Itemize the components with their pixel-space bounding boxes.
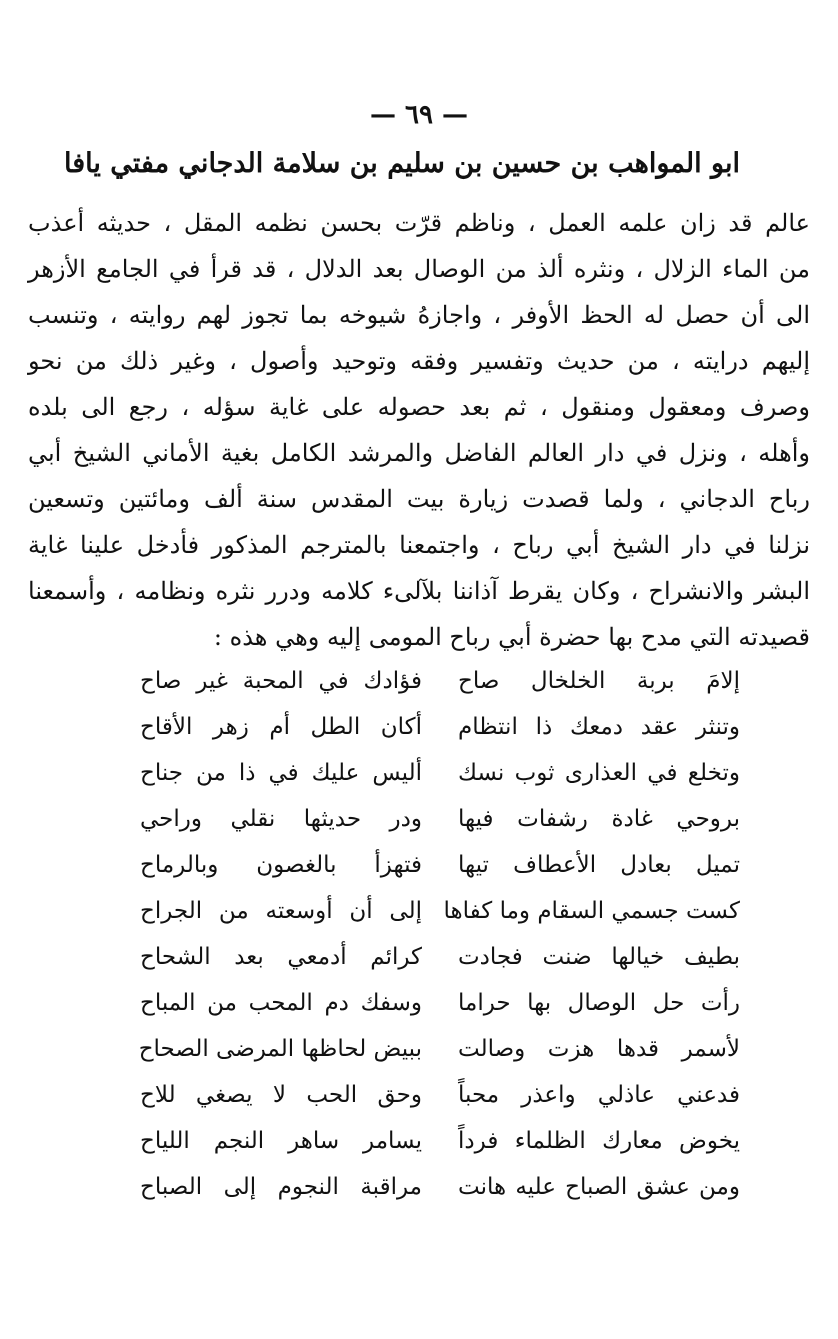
verse-first-hemistich: بروحي غادة رشفات فيها [458,806,740,832]
verse [140,1072,740,1118]
verse-second-hemistich: وحق الحب لا يصغي للاح [140,1082,422,1108]
verse [140,1118,740,1164]
verse [140,704,740,750]
verse [140,658,740,704]
prose-line: من الماء الزلال ، ونثره ألذ من الوصال بعد الدلال ، قد قرأ في الجامع الأزهر [28,255,810,283]
verse-first-hemistich: وتنثر عقد دمعك ذا انتظام [458,714,740,740]
verse [140,1164,740,1210]
biography-text [28,200,810,660]
verse-first-hemistich: ومن عشق الصباح عليه هانت [458,1174,740,1200]
verse-second-hemistich: فؤادك في المحبة غير صاح [140,668,422,694]
prose-line: وأهله ، ونزل في دار العالم الفاضل والمرشد الكامل بغية الأماني الشيخ أبي [28,439,810,467]
verse-first-hemistich: بطيف خيالها ضنت فجادت [458,944,740,970]
verse-second-hemistich: وسفك دم المحب من المباح [140,990,422,1016]
verse [140,934,740,980]
verse [140,750,740,796]
biography-title: ابو المواهب بن حسين بن سليم بن سلامة الدجاني مفتي يافا [63,148,740,179]
verse-second-hemistich: فتهزأ بالغصون وبالرماح [140,852,422,878]
prose-line: الى أن حصل له الحظ الأوفر ، واجازهُ شيوخه بما تجوز لهم روايته ، وتنسب [28,301,810,329]
verse-first-hemistich: يخوض معارك الظلماء فرداً [458,1128,740,1154]
verse [140,796,740,842]
verse-first-hemistich: وتخلع في العذارى ثوب نسك [458,760,740,786]
poem [140,658,740,1210]
prose-line: رباح الدجاني ، ولما قصدت زيارة بيت المقدس سنة ألف ومائتين وتسعين [28,485,810,513]
verse [140,1026,740,1072]
prose-line: نزلنا في دار الشيخ أبي رباح ، واجتمعنا بالمترجم المذكور فأدخل علينا غاية [28,531,810,559]
verse-first-hemistich: كست جسمي السقام وما كفاها [443,898,740,924]
prose-line: عالم قد زان علمه العمل ، وناظم قرّت بحسن نظمه المقل ، حديثه أعذب [28,209,811,237]
verse-first-hemistich: فدعني عاذلي واعذر محباً [458,1082,740,1108]
verse-second-hemistich: كرائم أدمعي بعد الشحاح [140,944,422,970]
verse-second-hemistich: ودر حديثها نقلي وراحي [140,806,422,832]
verse-second-hemistich: ببيض لحاظها المرضى الصحاح [138,1036,422,1062]
verse [140,980,740,1026]
prose-line: قصيدته التي مدح بها حضرة أبي رباح المومى إليه وهي هذه : [213,623,810,651]
verse-first-hemistich: رأت حل الوصال بها حراما [458,990,740,1016]
verse [140,842,740,888]
prose-line: إليهم درايته ، من حديث وتفسير وفقه وتوحيد وأصول ، وغير ذلك من نحو [28,347,810,375]
verse-second-hemistich: أكان الطل أم زهر الأقاح [140,714,422,740]
verse-second-hemistich: مراقبة النجوم إلى الصباح [140,1174,422,1200]
verse-second-hemistich: يسامر ساهر النجم اللياح [140,1128,422,1154]
verse-first-hemistich: لأسمر قدها هزت وصالت [458,1036,740,1062]
verse-first-hemistich: تميل بعادل الأعطاف تيها [458,852,740,878]
prose-line: وصرف ومعقول ومنقول ، ثم بعد حصوله على غاية سؤله ، رجع الى بلده [28,393,810,421]
verse-second-hemistich: أليس عليك في ذا من جناح [140,760,422,786]
verse-second-hemistich: إلى أن أوسعته من الجراح [140,898,422,924]
prose-line: البشر والانشراح ، وكان يقرط آذاننا بلآلىء كلامه ودرر نثره ونظامه ، وأسمعنا [28,577,810,605]
page-number: — ٦٩ — [369,100,469,130]
verse [140,888,740,934]
verse-first-hemistich: إلامَ بربة الخلخال صاح [458,668,740,694]
